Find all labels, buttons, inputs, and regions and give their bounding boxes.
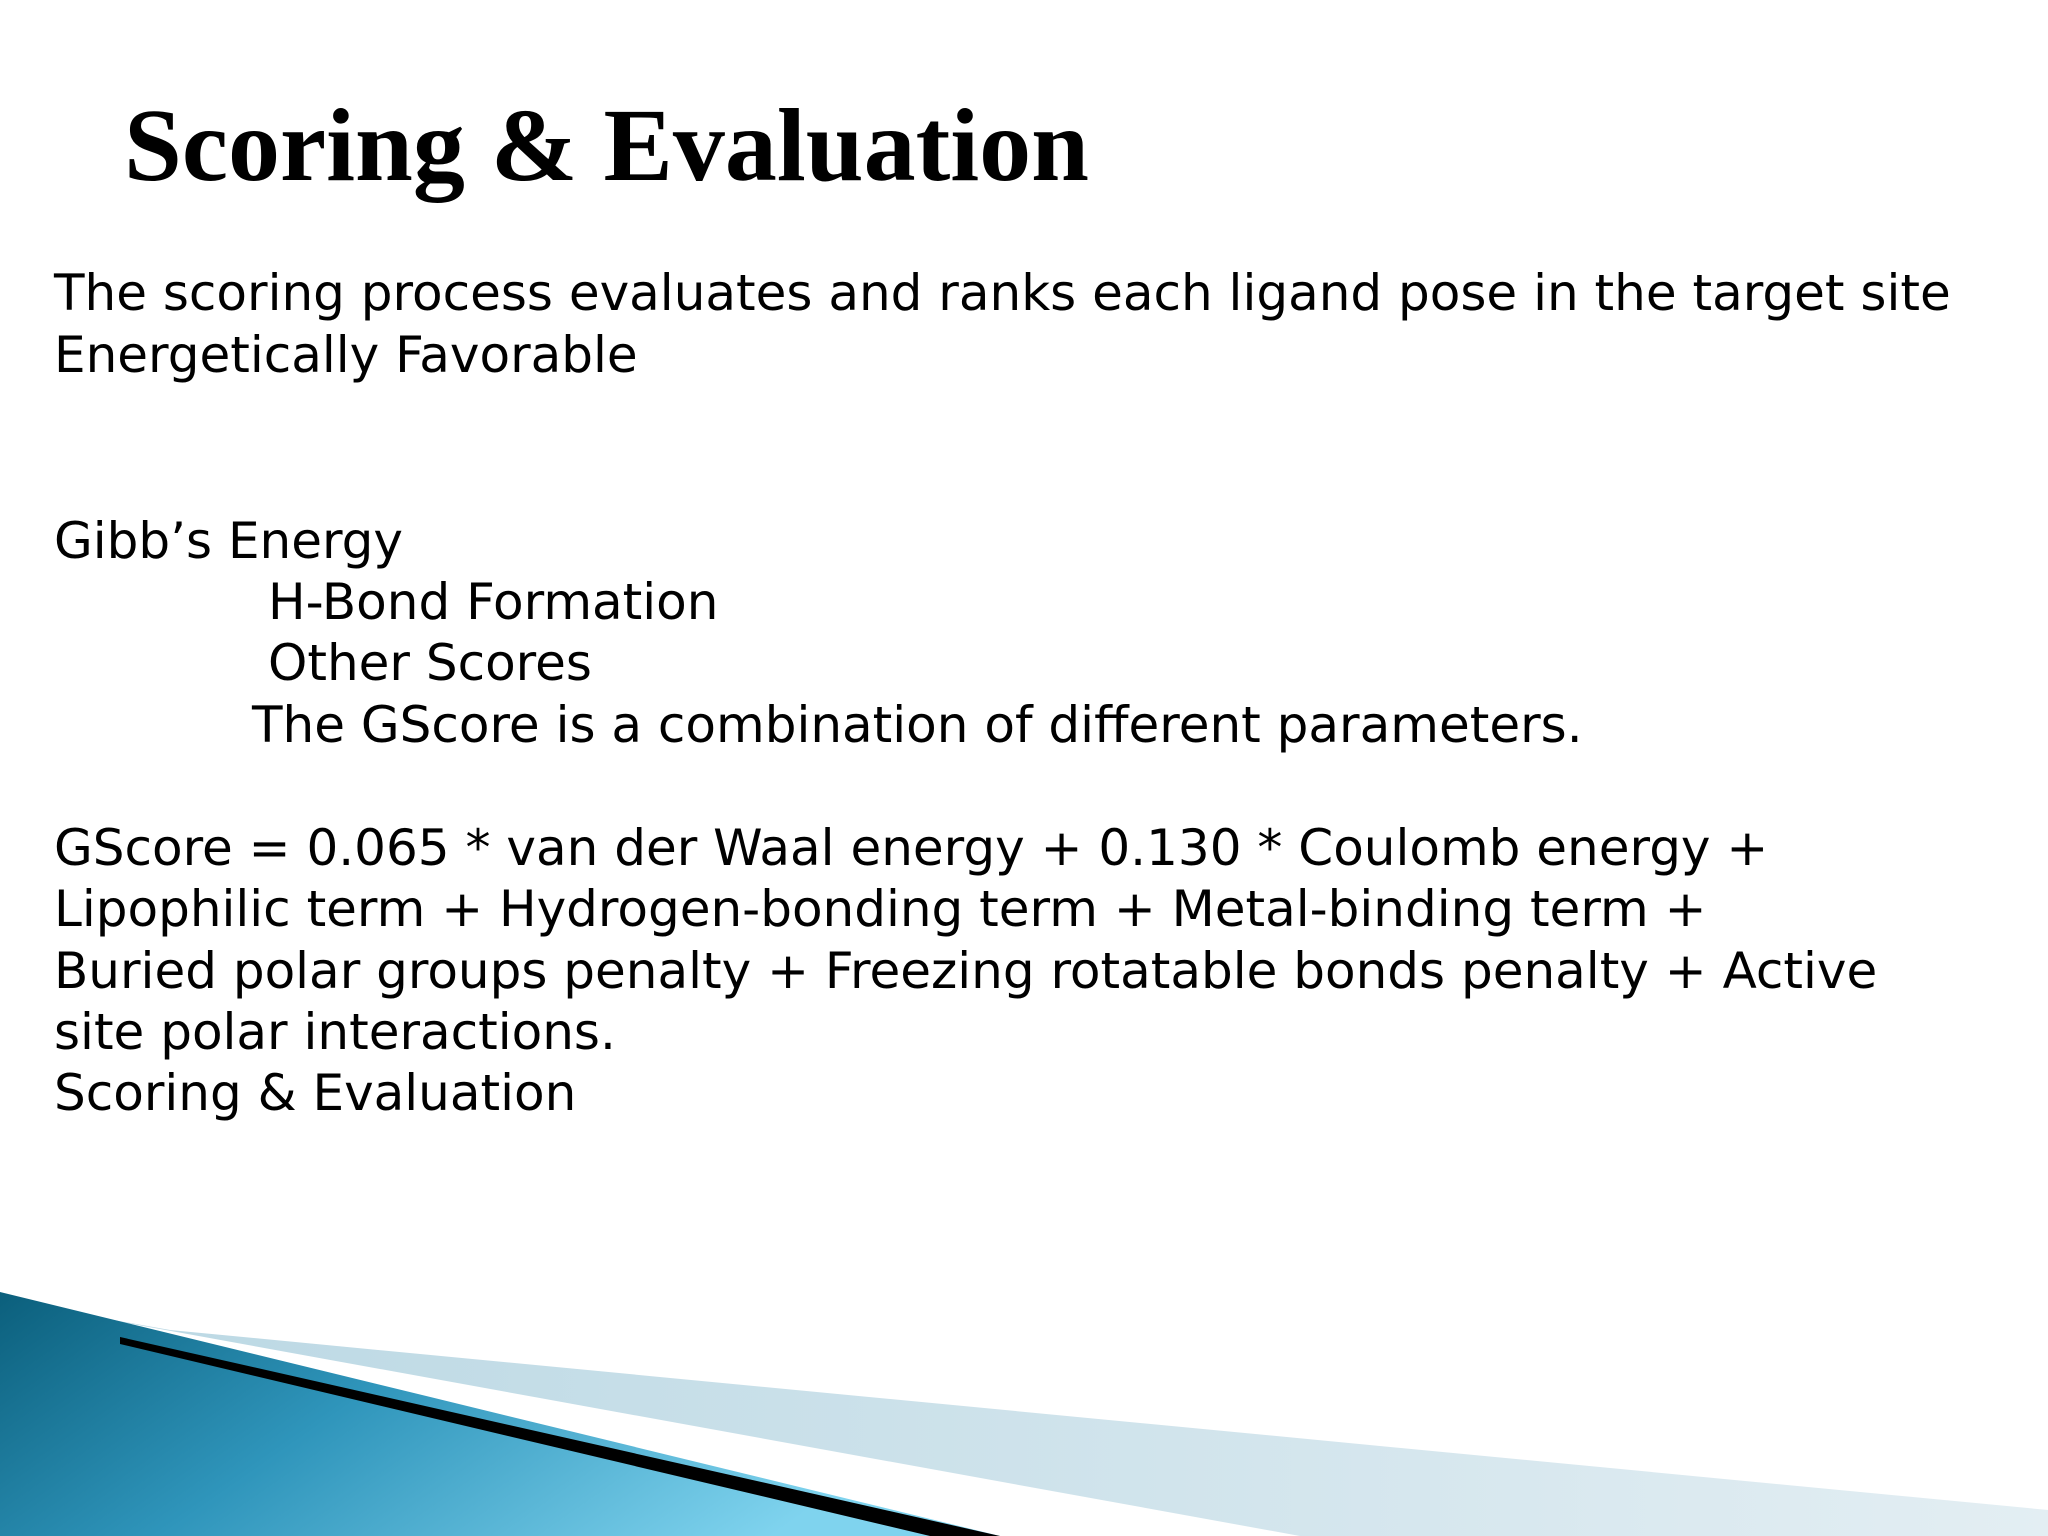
text-line-7: GScore = 0.065 * van der Waal energy + 0.130 * Coulomb energy + xyxy=(54,819,1769,877)
text-line-9: Buried polar groups penalty + Freezing rotatable bonds penalty + Active xyxy=(54,942,1878,1000)
slide-title: Scoring & Evaluation xyxy=(124,88,1089,203)
text-line-6: The GScore is a combination of different parameters. xyxy=(252,696,1583,754)
text-line-10: site polar interactions. xyxy=(54,1003,616,1061)
text-line-8: Lipophilic term + Hydrogen-bonding term + Metal-binding term + xyxy=(54,880,1707,938)
text-line-2: Energetically Favorable xyxy=(54,326,638,384)
text-line-5: Other Scores xyxy=(268,634,592,692)
text-line-3: Gibb’s Energy xyxy=(54,512,403,570)
text-line-1: The scoring process evaluates and ranks each ligand pose in the target site xyxy=(54,264,1951,322)
text-line-4: H-Bond Formation xyxy=(268,573,719,631)
text-line-11: Scoring & Evaluation xyxy=(54,1064,577,1122)
